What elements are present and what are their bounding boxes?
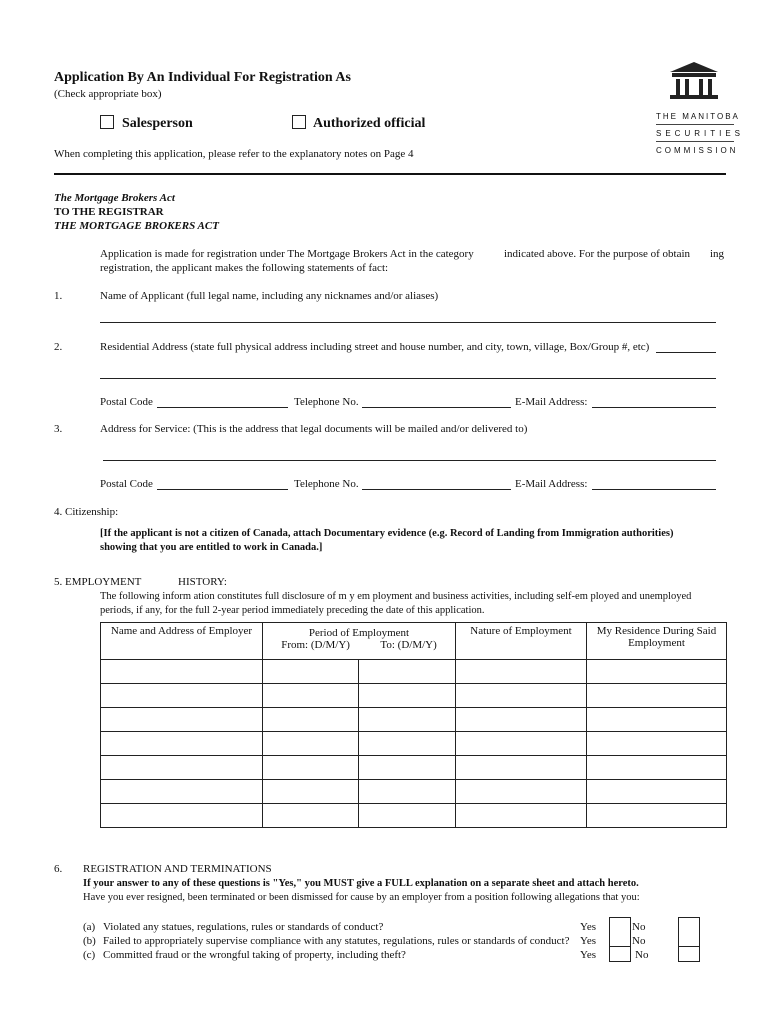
cell-to[interactable] — [359, 732, 456, 756]
table-row — [101, 660, 727, 684]
res-email-label: E-Mail Address: — [515, 396, 588, 408]
q6c-no-label: No — [635, 949, 649, 961]
col-period-title: Period of Employment — [308, 627, 410, 639]
cell-residence[interactable] — [587, 684, 727, 708]
logo-line-2: SECURITIES — [656, 129, 745, 138]
cell-from[interactable] — [263, 756, 359, 780]
cell-nature[interactable] — [456, 804, 587, 828]
q5-text-2: periods, if any, for the full 2-year period immediately preceding the date of this application. — [100, 605, 485, 616]
q6c-text: Committed fraud or the wrongful taking of property, including theft? — [103, 949, 406, 961]
cell-employer[interactable] — [101, 732, 263, 756]
cell-residence[interactable] — [587, 732, 727, 756]
table-row — [101, 804, 727, 828]
col-residence-line-2: Employment — [628, 637, 685, 649]
table-row — [101, 708, 727, 732]
col-residence — [587, 623, 727, 660]
cell-employer[interactable] — [101, 684, 263, 708]
intro-line-1b: indicated above. For the purpose of obtain — [504, 248, 691, 260]
authorized-official-checkbox[interactable] — [292, 115, 306, 129]
cell-residence[interactable] — [587, 780, 727, 804]
citizenship-note-1: [If the applicant is not a citizen of Canada, attach Documentary evidence (e.g. Record of Landing from Immigration authorities) — [100, 528, 674, 539]
cell-residence[interactable] — [587, 708, 727, 732]
q6a-no-label: No — [632, 921, 646, 933]
check-note: (Check appropriate box) — [54, 88, 162, 100]
addressee: TO THE REGISTRAR — [54, 206, 164, 218]
col-employer: Name and Address of Employer — [101, 623, 263, 660]
col-residence-line-1: My Residence During Said — [596, 625, 717, 637]
q3-label: Address for Service: (This is the address that legal documents will be mailed and/or delivered to) — [100, 423, 528, 435]
cell-employer[interactable] — [101, 804, 263, 828]
q6-bold-note: If your answer to any of these questions is "Yes," you MUST give a FULL explanation on a separate sheet and attach hereto. — [83, 878, 639, 889]
svc-phone-label: Telephone No. — [294, 478, 359, 490]
svc-email-field[interactable] — [592, 489, 716, 490]
salesperson-label: Salesperson — [122, 116, 193, 131]
act-name: The Mortgage Brokers Act — [54, 192, 175, 204]
act-name-caps: THE MORTGAGE BROKERS ACT — [54, 220, 219, 232]
q6b-key: (b) — [83, 935, 96, 947]
logo-divider-2 — [656, 141, 734, 142]
q6a-key: (a) — [83, 921, 96, 933]
q6a-yes-label: Yes — [580, 921, 597, 933]
svc-phone-field[interactable] — [362, 489, 511, 490]
cell-from[interactable] — [263, 804, 359, 828]
intro-line-1a: Application is made for registration under The Mortgage Brokers Act in the category — [100, 248, 474, 260]
employment-table — [100, 622, 727, 828]
res-phone-label: Telephone No. — [294, 396, 359, 408]
q6-label: REGISTRATION AND TERMINATIONS — [83, 863, 272, 875]
notes-reference: When completing this application, please refer to the explanatory notes on Page 4 — [54, 148, 414, 160]
res-postal-label: Postal Code — [100, 396, 153, 408]
cell-nature[interactable] — [456, 660, 587, 684]
cell-from[interactable] — [263, 660, 359, 684]
q1-label: Name of Applicant (full legal name, including any nicknames and/or aliases) — [100, 290, 439, 302]
q6ab-yes-box[interactable] — [609, 917, 631, 947]
q5-label-a: 5. EMPLOYMENT — [54, 576, 142, 588]
q6ab-no-box[interactable] — [678, 917, 700, 947]
svc-postal-field[interactable] — [157, 489, 288, 490]
col-period-subheads — [266, 639, 452, 651]
employment-table-header — [101, 623, 727, 660]
col-from: From: (D/M/Y) — [281, 639, 350, 651]
cell-residence[interactable] — [587, 660, 727, 684]
header-rule — [54, 173, 726, 175]
cell-to[interactable] — [359, 660, 456, 684]
q2-label: Residential Address (state full physical address including street and house number, and city, town, village, Box/Group #, etc) — [100, 341, 650, 353]
q1-number: 1. — [54, 290, 63, 302]
q6-intro: Have you ever resigned, been terminated or been dismissed for cause by an employer from a position following allegations that you: — [83, 892, 640, 903]
applicant-name-field[interactable] — [100, 322, 716, 323]
cell-nature[interactable] — [456, 684, 587, 708]
q4-label: 4. Citizenship: — [54, 506, 119, 518]
q2-number: 2. — [54, 341, 63, 353]
q6a-text: Violated any statues, regulations, rules or standards of conduct? — [103, 921, 384, 933]
cell-residence[interactable] — [587, 804, 727, 828]
res-phone-field[interactable] — [362, 407, 511, 408]
cell-from[interactable] — [263, 732, 359, 756]
q6b-no-label: No — [632, 935, 646, 947]
cell-from[interactable] — [263, 780, 359, 804]
cell-employer[interactable] — [101, 780, 263, 804]
svc-email-label: E-Mail Address: — [515, 478, 588, 490]
service-address-field[interactable] — [103, 460, 716, 461]
q6b-yes-label: Yes — [580, 935, 597, 947]
table-row — [101, 780, 727, 804]
res-email-field[interactable] — [592, 407, 716, 408]
building-columns-icon — [668, 60, 720, 100]
salesperson-checkbox[interactable] — [100, 115, 114, 129]
col-to: To: (D/M/Y) — [380, 639, 437, 651]
svc-postal-label: Postal Code — [100, 478, 153, 490]
q6-number: 6. — [54, 863, 63, 875]
table-row — [101, 732, 727, 756]
cell-employer[interactable] — [101, 660, 263, 684]
q6c-no-box[interactable] — [678, 946, 700, 962]
q3-number: 3. — [54, 423, 63, 435]
residential-address-field-1[interactable] — [656, 352, 716, 353]
cell-employer[interactable] — [101, 756, 263, 780]
cell-to[interactable] — [359, 804, 456, 828]
cell-to[interactable] — [359, 756, 456, 780]
cell-to[interactable] — [359, 708, 456, 732]
intro-line-1c: ing — [710, 248, 725, 260]
cell-nature[interactable] — [456, 708, 587, 732]
cell-from[interactable] — [263, 708, 359, 732]
col-period — [263, 623, 456, 660]
citizenship-note-2: showing that you are entitled to work in Canada.] — [100, 542, 323, 553]
q5-label-b: HISTORY: — [178, 576, 227, 588]
logo-divider-1 — [656, 124, 734, 125]
cell-to[interactable] — [359, 684, 456, 708]
cell-to[interactable] — [359, 780, 456, 804]
q6c-yes-label: Yes — [580, 949, 597, 961]
residential-address-field-2[interactable] — [100, 378, 716, 379]
authorized-official-label: Authorized official — [313, 116, 426, 131]
form-title: Application By An Individual For Registration As — [54, 70, 351, 85]
col-nature: Nature of Employment — [456, 623, 587, 660]
res-postal-field[interactable] — [157, 407, 288, 408]
table-row — [101, 684, 727, 708]
table-row — [101, 756, 727, 780]
q6c-yes-box[interactable] — [609, 946, 631, 962]
logo-line-1: THE MANITOBA — [656, 112, 740, 121]
cell-employer[interactable] — [101, 708, 263, 732]
cell-residence[interactable] — [587, 756, 727, 780]
logo-line-3: COMMISSION — [656, 146, 739, 155]
cell-from[interactable] — [263, 684, 359, 708]
q6c-key: (c) — [83, 949, 96, 961]
cell-nature[interactable] — [456, 780, 587, 804]
q6b-text: Failed to appropriately supervise compliance with any statutes, regulations, rules or standards of conduct? — [103, 935, 570, 947]
cell-nature[interactable] — [456, 756, 587, 780]
q5-text-1: The following inform ation constitutes full disclosure of m y em ployment and business activities, including self-em ployed and unemployed — [100, 591, 692, 602]
cell-nature[interactable] — [456, 732, 587, 756]
intro-line-2: registration, the applicant makes the following statements of fact: — [100, 262, 389, 274]
